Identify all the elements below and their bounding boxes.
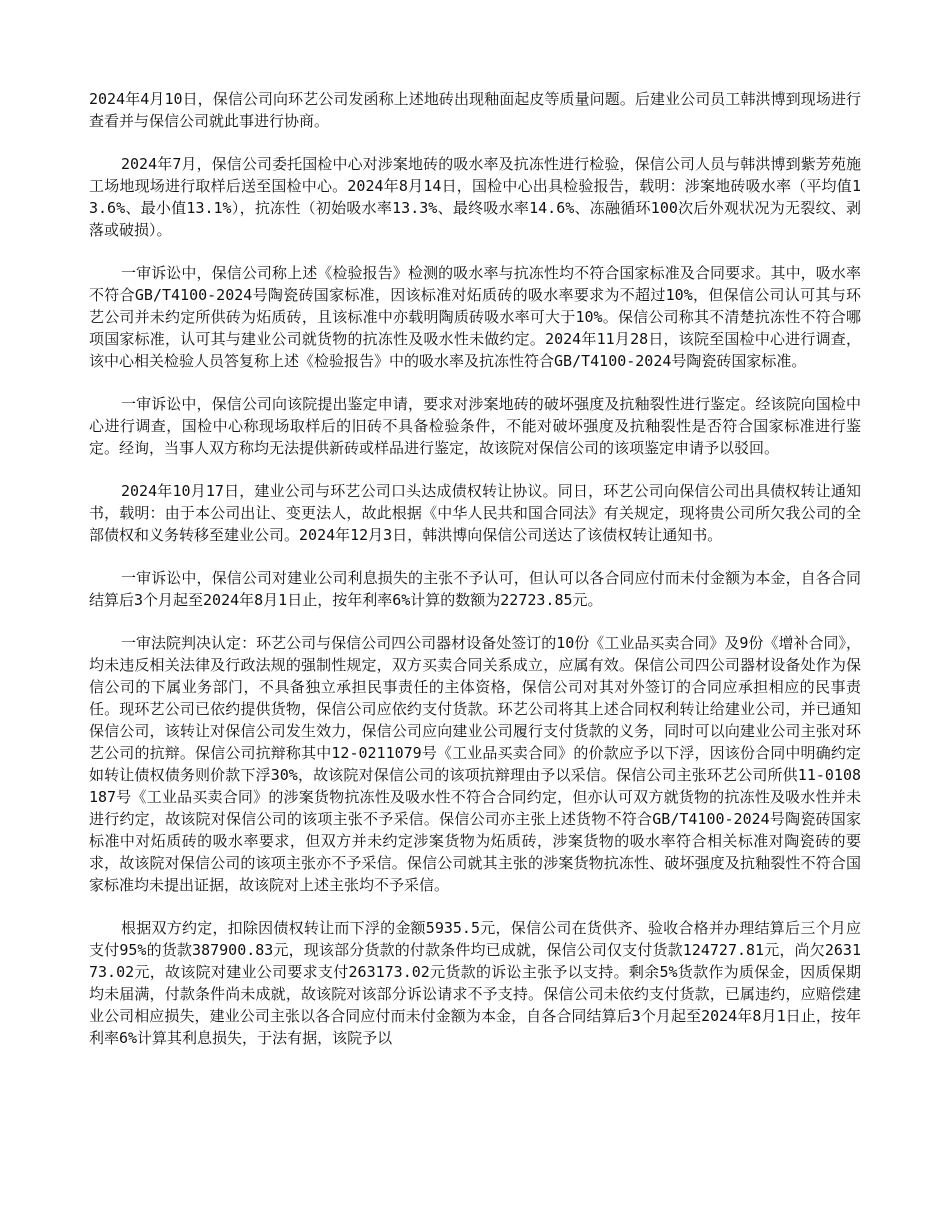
paragraph-1: 2024年4月10日，保信公司向环艺公司发函称上述地砖出现釉面起皮等质量问题。后建业公司员工韩洪博到现场进行查看并与保信公司就此事进行协商。 [89, 90, 861, 130]
paragraph-3: 一审诉讼中，保信公司称上述《检验报告》检测的吸水率与抗冻性均不符合国家标准及合同要求。其中，吸水率不符合GB/T4100-2024号陶瓷砖国家标准，因该标准对炻质砖的吸水率要求为不超过10%，但保信公司认可其与环艺公司并未约定所供砖为炻质砖，且该标准中亦载明陶质砖吸水率可大于10%。保信公司称其不清楚抗冻性不符合哪项国家标准，认可其与建业公司就货物的抗冻性及吸水性未做约定。2024年11月28日，该院至国检中心进行调查，该中心相关检验人员答复称上述《检验报告》中的吸水率及抗冻性符合GB/T4100-2024号陶瓷砖国家标准。 [89, 264, 861, 370]
paragraph-5: 2024年10月17日，建业公司与环艺公司口头达成债权转让协议。同日，环艺公司向保信公司出具债权转让通知书，载明：由于本公司出让、变更法人，故此根据《中华人民共和国合同法》有关规定，现将贵公司所欠我公司的全部债权和义务转移至建业公司。2024年12月3日，韩洪博向保信公司送达了该债权转让通知书。 [89, 482, 861, 544]
paragraph-8: 根据双方约定，扣除因债权转让而下浮的金额5935.5元，保信公司在货供齐、验收合格并办理结算后三个月应支付95%的货款387900.83元，现该部分货款的付款条件均已成就，保信公司仅支付货款124727.81元，尚欠263173.02元，故该院对建业公司要求支付263173.02元货款的诉讼主张予以支持。剩余5%货款作为质保金，因质保期均未届满，付款条件尚未成就，故该院对该部分诉讼请求不予支持。保信公司未依约支付货款，已属违约，应赔偿建业公司相应损失，建业公司主张以各合同应付而未付金额为本金，自各合同结算后3个月起至2024年8月1日止，按年利率6%计算其利息损失，于法有据，该院予以 [89, 919, 861, 1047]
paragraph-6: 一审诉讼中，保信公司对建业公司利息损失的主张不予认可，但认可以各合同应付而未付金额为本金，自各合同结算后3个月起至2024年8月1日止，按年利率6%计算的数额为22723.85元。 [89, 569, 861, 609]
paragraph-4: 一审诉讼中，保信公司向该院提出鉴定申请，要求对涉案地砖的破坏强度及抗釉裂性进行鉴定。经该院向国检中心进行调查，国检中心称现场取样后的旧砖不具备检验条件，不能对破坏强度及抗釉裂性是否符合国家标准进行鉴定。经询，当事人双方称均无法提供新砖或样品进行鉴定，故该院对保信公司的该项鉴定申请予以驳回。 [89, 395, 861, 457]
paragraph-2: 2024年7月，保信公司委托国检中心对涉案地砖的吸水率及抗冻性进行检验，保信公司人员与韩洪博到紫芳苑施工场地现场进行取样后送至国检中心。2024年8月14日，国检中心出具检验报告，载明：涉案地砖吸水率（平均值13.6%、最小值13.1%），抗冻性（初始吸水率13.3%、最终吸水率14.6%、冻融循环100次后外观状况为无裂纹、剥落或破损）。 [89, 155, 861, 239]
document-body [89, 88, 861, 1070]
paragraph-7: 一审法院判决认定：环艺公司与保信公司四公司器材设备处签订的10份《工业品买卖合同》及9份《增补合同》，均未违反相关法律及行政法规的强制性规定，双方买卖合同关系成立，应属有效。保信公司四公司器材设备处作为保信公司的下属业务部门，不具备独立承担民事责任的主体资格，保信公司对其对外签订的合同应承担相应的民事责任。现环艺公司已依约提供货物，保信公司应依约支付货款。环艺公司将其上述合同权利转让给建业公司，并已通知保信公司，该转让对保信公司发生效力，保信公司应向建业公司履行支付货款的义务，同时可以向建业公司主张对环艺公司的抗辩。保信公司抗辩称其中12-0211079号《工业品买卖合同》的价款应予以下浮，因该份合同中明确约定如转让债权债务则价款下浮30%，故该院对保信公司的该项抗辩理由予以采信。保信公司主张环艺公司所供11-0108187号《工业品买卖合同》的涉案货物抗冻性及吸水性不符合合同约定，但亦认可双方就货物的抗冻性及吸水性并未进行约定，故该院对保信公司的该项主张不予采信。保信公司亦主张上述货物不符合GB/T4100-2024号陶瓷砖国家标准中对炻质砖的吸水率要求，但双方并未约定涉案货物为炻质砖，涉案货物的吸水率符合相关标准对陶瓷砖的要求，故该院对保信公司的该项主张亦不予采信。保信公司就其主张的涉案货物抗冻性、破坏强度及抗釉裂性不符合国家标准均未提出证据，故该院对上述主张均不予采信。 [89, 634, 861, 894]
